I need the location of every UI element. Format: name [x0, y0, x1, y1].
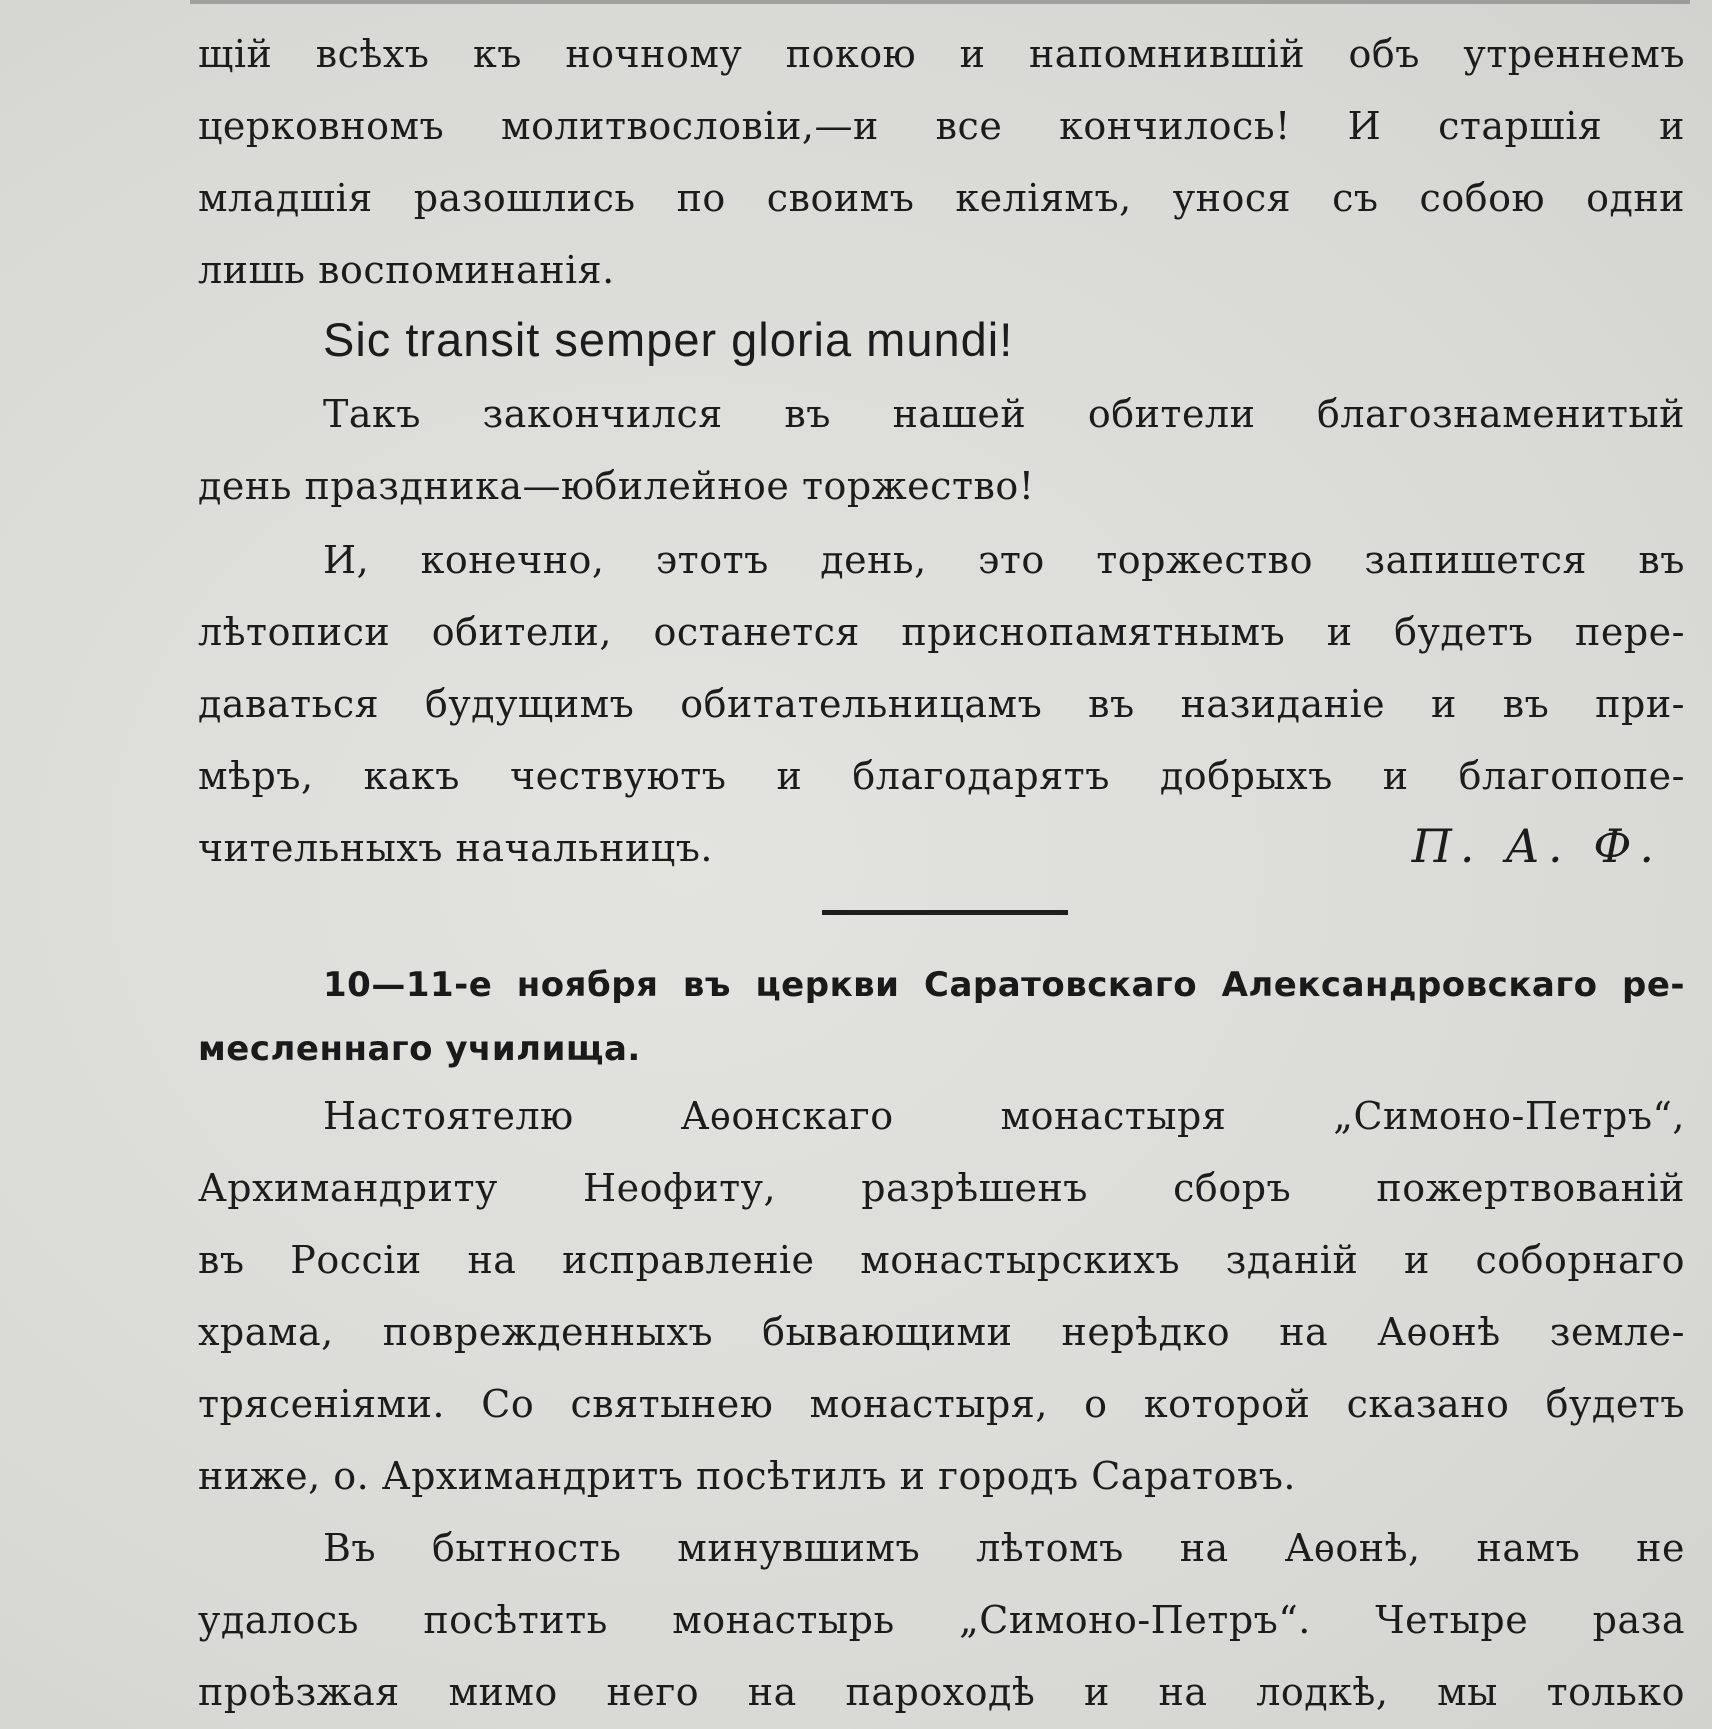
text-line: церковномъ молитвословіи,—и все кончилось! И старшія и	[198, 104, 1685, 148]
text-line: лишь воспоминанія.	[198, 248, 615, 292]
text-line: И, конечно, этотъ день, это торжество запишется въ	[323, 538, 1685, 582]
cropped-previous-line	[190, 0, 1690, 4]
text-line: Архимандриту Неофиту, разрѣшенъ сборъ пожертвованій	[198, 1166, 1685, 1210]
text-line: удалось посѣтить монастырь „Симоно-Петръ“. Четыре раза	[198, 1598, 1685, 1642]
text-line: Настоятелю Аѳонскаго монастыря „Симоно-Петръ“,	[323, 1094, 1685, 1138]
text-line: трясеніями. Со святынею монастыря, о которой сказано будетъ	[198, 1382, 1685, 1426]
text-line: младшія разошлись по своимъ келіямъ, унося съ собою одни	[198, 176, 1685, 220]
text-line: мѣръ, какъ чествуютъ и благодарятъ добрыхъ и благопопе-	[198, 754, 1685, 798]
text-line: Такъ закончился въ нашей обители благознаменитый	[323, 392, 1685, 436]
text-line: чительныхъ начальницъ.	[198, 826, 713, 870]
text-line: лѣтописи обители, останется приснопамятнымъ и будетъ пере-	[198, 610, 1685, 654]
text-line: ниже, о. Архимандритъ посѣтилъ и городъ Саратовъ.	[198, 1454, 1296, 1498]
text-line: въ Россіи на исправленіе монастырскихъ зданій и соборнаго	[198, 1238, 1685, 1282]
text-line: Въ бытность минувшимъ лѣтомъ на Аѳонѣ, намъ не	[323, 1526, 1685, 1570]
author-signature: П. А. Ф.	[1411, 819, 1662, 873]
text-line: даваться будущимъ обитательницамъ въ назиданіе и въ при-	[198, 682, 1685, 726]
section-divider	[822, 910, 1068, 915]
text-line: щій всѣхъ къ ночному покою и напомнившій объ утреннемъ	[198, 32, 1685, 76]
latin-quote: Sic transit semper gloria mundi!	[323, 313, 1014, 366]
article-heading: месленнаго училища.	[198, 1029, 641, 1069]
text-line: день праздника—юбилейное торжество!	[198, 464, 1035, 508]
text-line: проѣзжая мимо него на пароходѣ и на лодкѣ, мы только	[198, 1670, 1685, 1714]
text-line: храма, поврежденныхъ бывающими нерѣдко на Аѳонѣ земле-	[198, 1310, 1685, 1354]
article-heading: 10—11-е ноября въ церкви Саратовскаго Александровскаго ре-	[323, 965, 1685, 1005]
